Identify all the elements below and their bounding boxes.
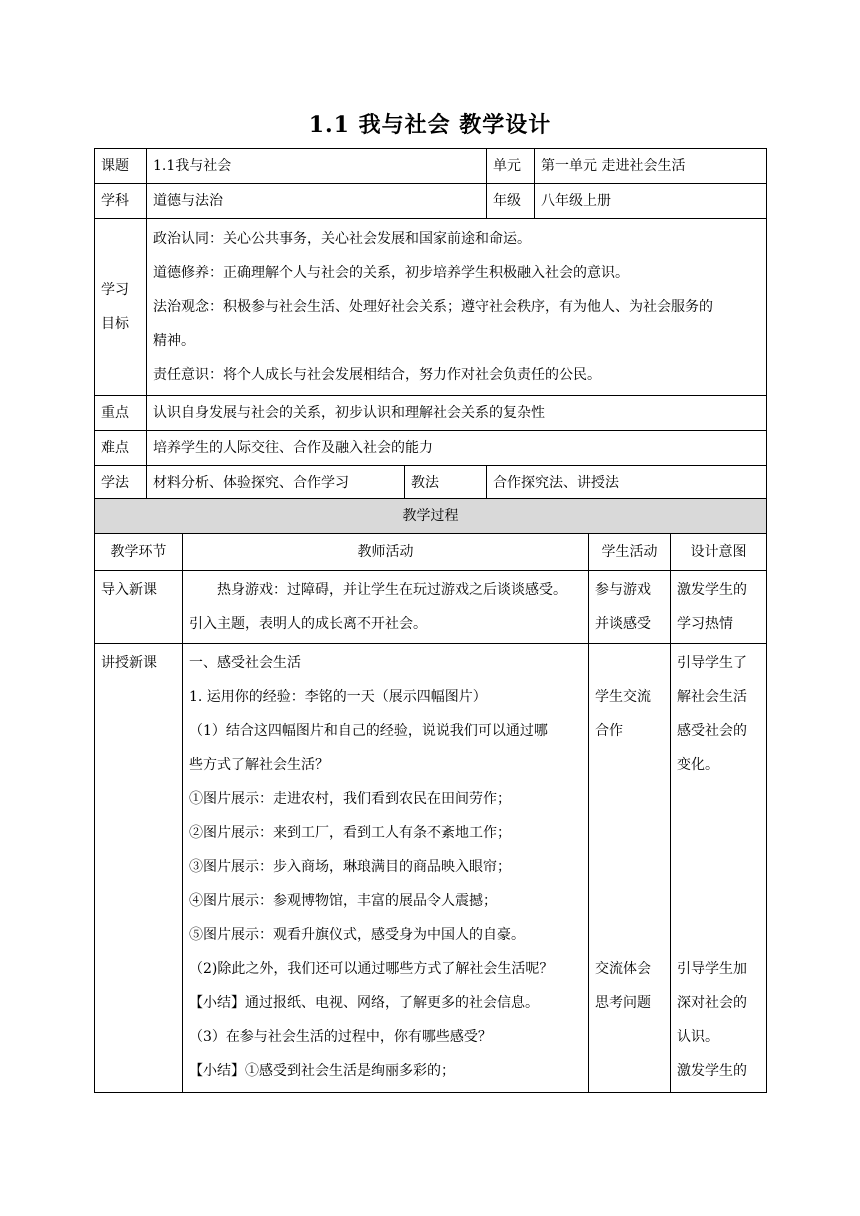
design-intent xyxy=(671,571,767,644)
goal-item: 法治观念：积极参与社会生活、处理好社会关系；遵守社会秩序，有为他人、为社会服务的 xyxy=(153,299,713,315)
teach-method-label: 教法 xyxy=(405,466,487,501)
intent-line: 感受社会的 xyxy=(677,723,747,739)
activity-line: ①图片展示：走进农村，我们看到农民在田间劳作； xyxy=(189,791,511,807)
intent-line: 解社会生活 xyxy=(677,689,747,705)
process-header: 教学过程 xyxy=(95,499,767,534)
stage-cell: 讲授新课 xyxy=(95,644,183,1093)
activity-line: （2)除此之外，我们还可以通过哪些方式了解社会生活呢？ xyxy=(189,961,554,977)
student-line: 并谈感受 xyxy=(595,616,651,632)
goals-label xyxy=(95,219,147,396)
column-header: 设计意图 xyxy=(671,534,767,571)
table-row xyxy=(95,644,767,1093)
column-header: 教学环节 xyxy=(95,534,183,571)
grade-value: 八年级上册 xyxy=(535,184,767,219)
table-row xyxy=(95,396,767,431)
student-line: 合作 xyxy=(595,723,623,739)
activity-line: ⑤图片展示：观看升旗仪式，感受身为中国人的自豪。 xyxy=(189,927,525,943)
table-row xyxy=(95,219,767,396)
teacher-activity xyxy=(183,644,589,1093)
student-line: 思考问题 xyxy=(595,995,651,1011)
stage-cell: 导入新课 xyxy=(95,571,183,644)
difficulty-label: 难点 xyxy=(95,431,147,466)
intent-line: 认识。 xyxy=(677,1029,719,1045)
course-label: 课题 xyxy=(95,149,147,184)
activity-line: （3）在参与社会生活的过程中，你有哪些感受？ xyxy=(189,1029,492,1045)
goals-content xyxy=(147,219,767,396)
activity-line: 【小结】①感受到社会生活是绚丽多彩的； xyxy=(189,1063,455,1079)
activity-line: 引入主题，表明人的成长离不开社会。 xyxy=(189,616,427,632)
table-row xyxy=(95,571,767,644)
goal-item: 责任意识：将个人成长与社会发展相结合，努力作对社会负责任的公民。 xyxy=(153,367,601,383)
activity-line: ③图片展示：步入商场，琳琅满目的商品映入眼帘； xyxy=(189,859,511,875)
student-line: 学生交流 xyxy=(595,689,651,705)
teach-method-value: 合作探究法、讲授法 xyxy=(487,466,767,501)
activity-line: 【小结】通过报纸、电视、网络，了解更多的社会信息。 xyxy=(189,995,539,1011)
intent-line: 激发学生的 xyxy=(677,582,747,598)
unit-value: 第一单元 走进社会生活 xyxy=(535,149,767,184)
study-method-value: 材料分析、体验探究、合作学习 xyxy=(147,466,405,501)
goal-item: 精神。 xyxy=(153,333,195,349)
table-row xyxy=(95,149,767,184)
goal-item: 道德修养：正确理解个人与社会的关系，初步培养学生积极融入社会的意识。 xyxy=(153,265,629,281)
teacher-activity xyxy=(183,571,589,644)
intent-line: 深对社会的 xyxy=(677,995,747,1011)
activity-line: ②图片展示：来到工厂，看到工人有条不紊地工作； xyxy=(189,825,511,841)
spacer xyxy=(595,748,664,952)
unit-label: 单元 xyxy=(487,149,535,184)
teaching-process-table xyxy=(94,498,767,1093)
table-row xyxy=(95,534,767,571)
activity-line: 些方式了解社会生活？ xyxy=(189,757,329,773)
spacer xyxy=(677,782,760,952)
activity-line: 一、感受社会生活 xyxy=(189,655,301,671)
key-point-label: 重点 xyxy=(95,396,147,431)
goal-item: 政治认同：关心公共事务，关心社会发展和国家前途和命运。 xyxy=(153,231,531,247)
student-activity xyxy=(589,571,671,644)
activity-line: （1）结合这四幅图片和自己的经验，说说我们可以通过哪 xyxy=(189,723,548,739)
student-line: 交流体会 xyxy=(595,961,651,977)
intent-line: 激发学生的 xyxy=(677,1063,747,1079)
table-row xyxy=(95,184,767,219)
student-line: 参与游戏 xyxy=(595,582,651,598)
intent-line: 学习热情 xyxy=(677,616,733,632)
table-row xyxy=(95,466,767,501)
subject-label: 学科 xyxy=(95,184,147,219)
key-point-value: 认识自身发展与社会的关系，初步认识和理解社会关系的复杂性 xyxy=(147,396,767,431)
student-activity xyxy=(589,644,671,1093)
activity-line: 热身游戏：过障碍，并让学生在玩过游戏之后谈谈感受。 xyxy=(217,582,567,598)
goals-label-line: 目标 xyxy=(101,316,129,332)
difficulty-value: 培养学生的人际交往、合作及融入社会的能力 xyxy=(147,431,767,466)
table-row xyxy=(95,431,767,466)
goals-label-line: 学习 xyxy=(101,282,129,298)
column-header: 教师活动 xyxy=(183,534,589,571)
column-header: 学生活动 xyxy=(589,534,671,571)
design-intent xyxy=(671,644,767,1093)
intent-line: 变化。 xyxy=(677,757,719,773)
intent-line: 引导学生加 xyxy=(677,961,747,977)
intent-line: 引导学生了 xyxy=(677,655,747,671)
subject-value: 道德与法治 xyxy=(147,184,487,219)
lesson-info-table xyxy=(94,148,767,501)
activity-line: ④图片展示：参观博物馆，丰富的展品令人震撼； xyxy=(189,893,497,909)
table-row xyxy=(95,499,767,534)
study-method-label: 学法 xyxy=(95,466,147,501)
grade-label: 年级 xyxy=(487,184,535,219)
course-value: 1.1我与社会 xyxy=(147,149,487,184)
page-title: 1.1 我与社会 教学设计 xyxy=(308,112,552,138)
activity-line: 1. 运用你的经验：李铭的一天（展示四幅图片） xyxy=(189,689,487,705)
